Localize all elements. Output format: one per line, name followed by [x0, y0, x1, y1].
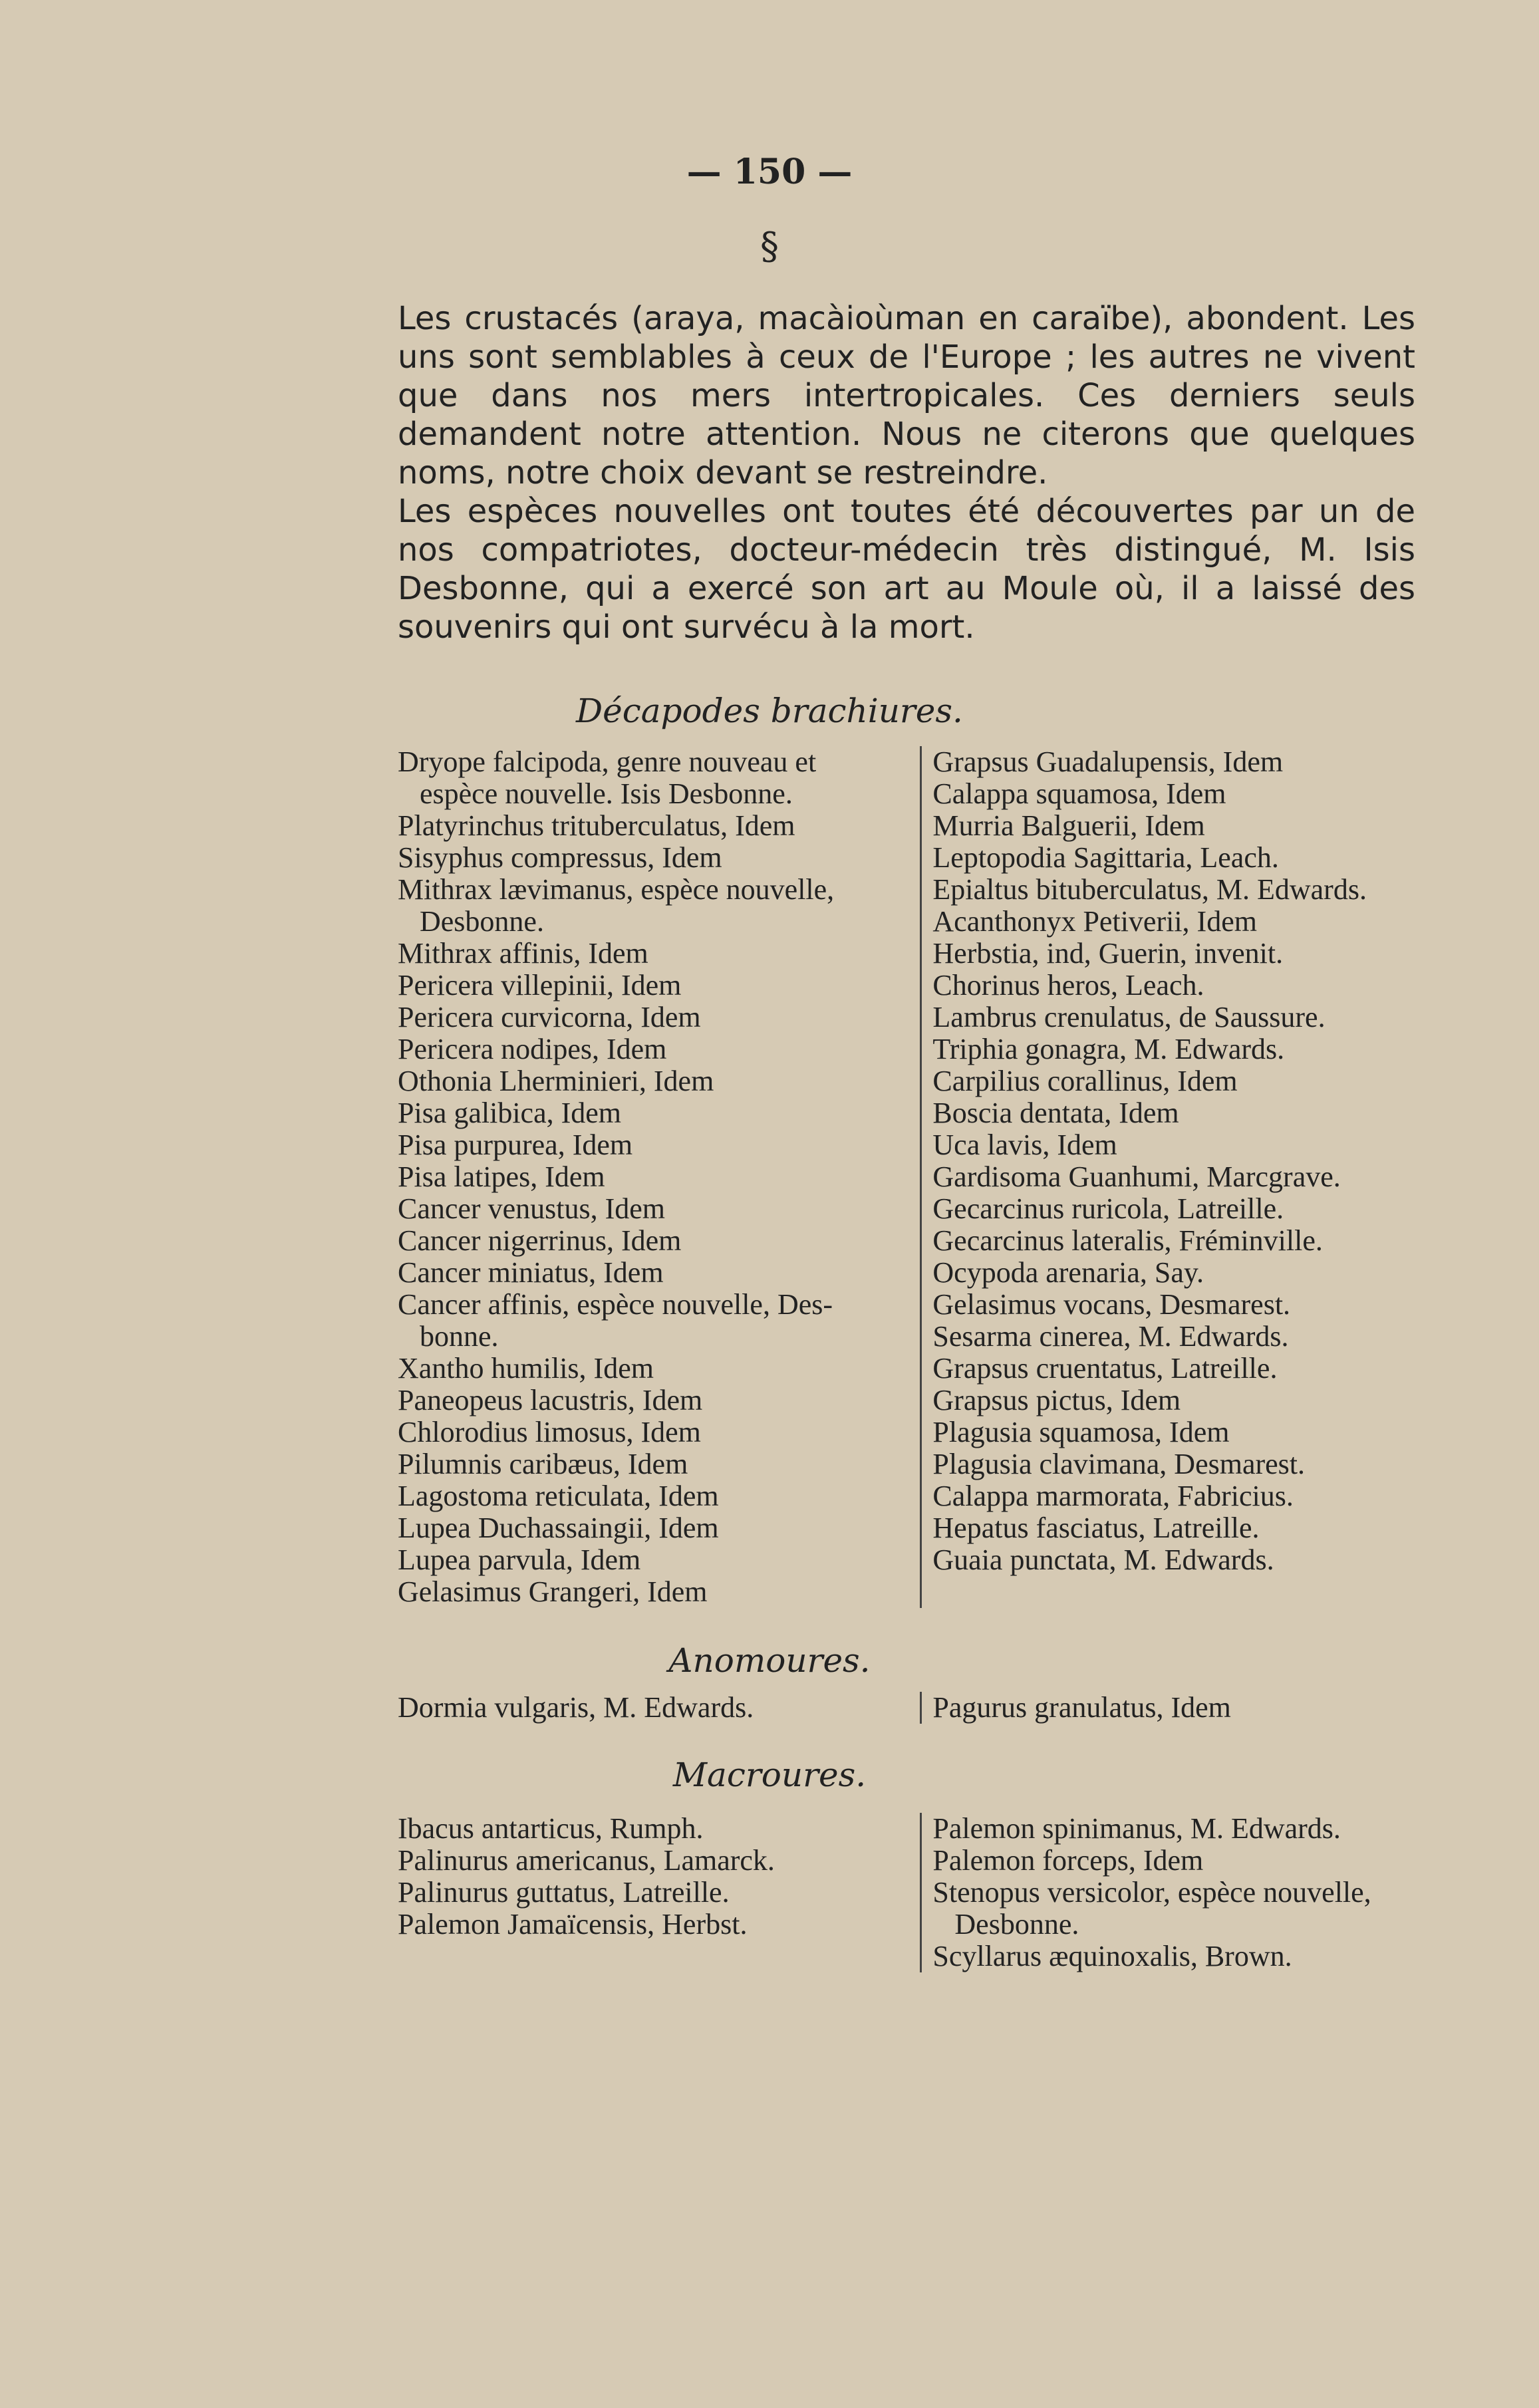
species-entry: Chorinus heros, Leach.	[932, 969, 1204, 1002]
species-entry: Plagusia clavimana, Desmarest.	[932, 1448, 1306, 1480]
species-entry: Pericera nodipes, Idem	[398, 1033, 667, 1065]
species-entry: Sisyphus compressus, Idem	[398, 841, 722, 874]
species-entry: Cancer miniatus, Idem	[398, 1256, 664, 1289]
species-entry: Dormia vulgaris, M. Edwards.	[398, 1691, 754, 1724]
species-entry: Stenopus versicolor, espèce nouvelle, Desbonne.	[932, 1876, 1371, 1940]
species-entry: Plagusia squamosa, Idem	[932, 1416, 1230, 1448]
species-entry: Palemon spinimanus, M. Edwards.	[932, 1812, 1341, 1845]
species-entry: Gecarcinus lateralis, Fréminville.	[932, 1224, 1323, 1257]
species-entry: Lupea parvula, Idem	[398, 1543, 641, 1576]
species-entry: Sesarma cinerea, M. Edwards.	[932, 1320, 1289, 1353]
right-column	[920, 746, 1422, 1608]
species-entry: Triphia gonagra, M. Edwards.	[932, 1033, 1285, 1065]
species-entry: Acanthonyx Petiverii, Idem	[932, 905, 1257, 938]
species-entry: Grapsus cruentatus, Latreille.	[932, 1352, 1278, 1385]
species-entry: Pisa galibica, Idem	[398, 1097, 622, 1129]
species-entry: Lambrus crenulatus, de Saussure.	[932, 1001, 1326, 1033]
left-column	[398, 746, 920, 1608]
species-entry: Grapsus pictus, Idem	[932, 1384, 1181, 1416]
section-heading-decapodes: Décapodes brachiures.	[576, 692, 963, 730]
species-entry: Ibacus antarticus, Rumph.	[398, 1812, 704, 1845]
species-entry: Pericera villepinii, Idem	[398, 969, 682, 1002]
species-entry: Paneopeus lacustris, Idem	[398, 1384, 703, 1416]
species-entry: Pisa purpurea, Idem	[398, 1129, 633, 1161]
intro-text	[398, 299, 1415, 646]
species-entry: Othonia Lherminieri, Idem	[398, 1065, 714, 1097]
species-entry: Palinurus guttatus, Latreille.	[398, 1876, 730, 1909]
anomoures-columns	[398, 1692, 1422, 1724]
species-entry: Uca lavis, Idem	[932, 1129, 1117, 1161]
species-entry: Lupea Duchassaingii, Idem	[398, 1512, 719, 1544]
species-entry: Palemon forceps, Idem	[932, 1844, 1204, 1877]
species-entry: Palemon Jamaïcensis, Herbst.	[398, 1908, 748, 1940]
section-heading-anomoures: Anomoures.	[668, 1641, 871, 1680]
right-column	[920, 1813, 1422, 1972]
species-entry: Cancer affinis, espèce nouvelle, Des- bonne.	[398, 1288, 833, 1353]
species-entry: Carpilius corallinus, Idem	[932, 1065, 1238, 1097]
species-entry: Cancer venustus, Idem	[398, 1192, 665, 1225]
species-entry: Xantho humilis, Idem	[398, 1352, 654, 1385]
intro-paragraph: Les espèces nouvelles ont toutes été découvertes par un de nos compatriotes, docteur-médecin très distingué, M. Isis Desbonne, qui a exercé son art au Moule où, il a laissé des souvenirs qui ont survécu à la mort.	[398, 493, 1415, 646]
species-entry: Mithrax lævimanus, espèce nouvelle, Desbonne.	[398, 873, 835, 938]
species-entry: Gelasimus vocans, Desmarest.	[932, 1288, 1291, 1321]
species-entry: Pilumnis caribæus, Idem	[398, 1448, 688, 1480]
species-entry: Herbstia, ind, Guerin, invenit.	[932, 937, 1284, 970]
section-heading-macroures: Macroures.	[672, 1756, 867, 1794]
species-entry: Ocypoda arenaria, Say.	[932, 1256, 1204, 1289]
species-entry: Pagurus granulatus, Idem	[932, 1691, 1231, 1724]
species-entry: Calappa marmorata, Fabricius.	[932, 1480, 1294, 1512]
left-column	[398, 1813, 920, 1972]
species-entry: Platyrinchus trituberculatus, Idem	[398, 809, 795, 842]
species-entry: Gelasimus Grangeri, Idem	[398, 1575, 708, 1608]
species-entry: Boscia dentata, Idem	[932, 1097, 1179, 1129]
species-entry: Chlorodius limosus, Idem	[398, 1416, 701, 1448]
species-entry: Cancer nigerrinus, Idem	[398, 1224, 682, 1257]
species-entry: Lagostoma reticulata, Idem	[398, 1480, 719, 1512]
species-entry: Gardisoma Guanhumi, Marcgrave.	[932, 1160, 1341, 1193]
species-entry: Murria Balguerii, Idem	[932, 809, 1205, 842]
species-entry: Leptopodia Sagittaria, Leach.	[932, 841, 1279, 874]
page-number: — 150 —	[686, 152, 853, 192]
species-entry: Gecarcinus ruricola, Latreille.	[932, 1192, 1284, 1225]
species-entry: Pisa latipes, Idem	[398, 1160, 605, 1193]
species-entry: Dryope falcipoda, genre nouveau et espèce nouvelle. Isis Desbonne.	[398, 745, 817, 810]
species-entry: Pericera curvicorna, Idem	[398, 1001, 701, 1033]
species-entry: Hepatus fasciatus, Latreille. Guaia punctata, M. Edwards.	[932, 1512, 1274, 1576]
intro-paragraph: Les crustacés (araya, macàioùman en caraïbe), abondent. Les uns sont semblables à ceux de l'Europe ; les autres ne vivent que dans nos mers intertropicales. Ces derniers seuls demandent notre attention. Nous ne citerons que quelques noms, notre choix devant se restreindre.	[398, 300, 1415, 491]
left-column	[398, 1692, 920, 1724]
decapodes-columns	[398, 746, 1422, 1608]
species-entry: Epialtus bituberculatus, M. Edwards.	[932, 873, 1367, 906]
species-entry: Palinurus americanus, Lamarck.	[398, 1844, 775, 1877]
species-entry: Mithrax affinis, Idem	[398, 937, 648, 970]
section-mark: §	[760, 225, 779, 268]
species-entry: Scyllarus æquinoxalis, Brown.	[932, 1940, 1292, 1972]
right-column	[920, 1692, 1422, 1724]
macroures-columns	[398, 1813, 1422, 1972]
species-entry: Grapsus Guadalupensis, Idem	[932, 745, 1284, 778]
species-entry: Calappa squamosa, Idem	[932, 777, 1226, 810]
